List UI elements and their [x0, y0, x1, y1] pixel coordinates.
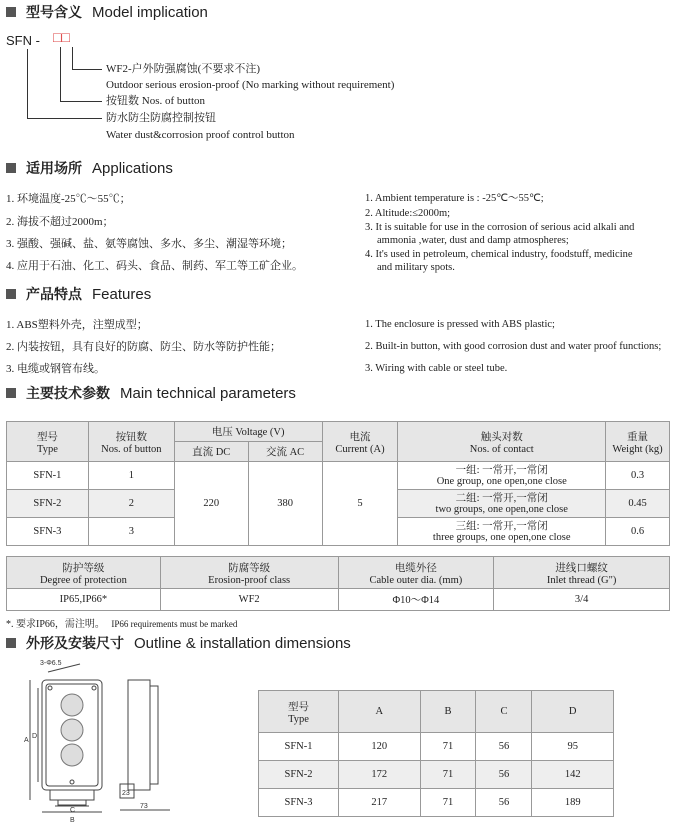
section-title-zh: 主要技术参数	[26, 386, 110, 402]
section-square-icon	[6, 638, 16, 648]
section-title-en: Outline & installation dimensions	[134, 634, 351, 652]
cell-D: 95	[532, 733, 614, 761]
cell-weight: 0.3	[606, 462, 670, 490]
cell-type: SFN-2	[7, 490, 89, 518]
cell-type: SFN-2	[259, 761, 339, 789]
model-desc-4: 防水防尘防腐控制按钮	[106, 112, 216, 124]
cell-C: 56	[476, 733, 532, 761]
th-B: B	[420, 691, 476, 733]
cell-D: 189	[532, 789, 614, 817]
table-row	[7, 589, 670, 611]
th-voltage: 电压 Voltage (V)	[174, 422, 322, 442]
button-bottom	[61, 744, 83, 766]
cell-B: 71	[420, 733, 476, 761]
cell-type: SFN-1	[7, 462, 89, 490]
section-tech-header	[6, 383, 296, 403]
section-model-header	[6, 2, 208, 22]
cell-A: 120	[339, 733, 421, 761]
label-73: 73	[140, 803, 148, 810]
th-weight: 重量 Weight (kg)	[606, 422, 670, 462]
tech-params-table	[6, 421, 670, 546]
bracket-line	[27, 118, 102, 119]
feat-en-1: 1. The enclosure is pressed with ABS plastic;	[365, 319, 555, 330]
section-square-icon	[6, 7, 16, 17]
feat-zh-3: 3. 电缆或钢管布线。	[6, 363, 105, 375]
section-title-en: Features	[92, 285, 152, 303]
bracket-line	[60, 47, 61, 101]
feat-en-3: 3. Wiring with cable or steel tube.	[365, 363, 508, 374]
th-type: 型号 Type	[7, 422, 89, 462]
model-desc-3: 按钮数 Nos. of button	[106, 95, 205, 107]
cell-thread: 3/4	[494, 589, 670, 611]
cell-current: 5	[322, 462, 398, 546]
footnote	[6, 615, 237, 630]
label-hole: 3-Φ6.5	[40, 660, 62, 667]
model-boxes: □□	[53, 31, 70, 46]
cell-buttons: 3	[88, 518, 174, 546]
bracket-line	[27, 49, 28, 118]
th-thread: 进线口螺纹 Inlet thread (G")	[494, 557, 670, 589]
section-title-en: Model implication	[92, 3, 208, 21]
bracket-line	[72, 69, 102, 70]
th-A: A	[339, 691, 421, 733]
label-B: B	[70, 817, 75, 824]
cell-buttons: 2	[88, 490, 174, 518]
section-feat-header	[6, 284, 151, 304]
label-D: D	[32, 733, 38, 740]
cell-C: 56	[476, 761, 532, 789]
cell-weight: 0.45	[606, 490, 670, 518]
cell-ac: 380	[248, 462, 322, 546]
outline-drawing	[10, 660, 180, 830]
section-square-icon	[6, 289, 16, 299]
cell-erosion: WF2	[160, 589, 338, 611]
cell-dc: 220	[174, 462, 248, 546]
section-title-zh: 适用场所	[26, 161, 82, 177]
feat-zh-1: 1. ABS塑料外壳，注塑成型；	[6, 319, 148, 331]
cell-type: SFN-3	[259, 789, 339, 817]
cell-type: SFN-3	[7, 518, 89, 546]
app-zh-2: 2. 海拔不超过2000m；	[6, 216, 114, 228]
app-zh-4: 4. 应用于石油、化工、码头、食品、制药、军工等工矿企业。	[6, 260, 303, 272]
model-desc-1: WF2-户外防强腐蚀(不要求不注)	[106, 63, 260, 75]
section-outline-header	[6, 633, 351, 653]
label-A: A	[24, 737, 29, 744]
cell-A: 217	[339, 789, 421, 817]
section-title-en: Main technical parameters	[120, 384, 296, 402]
cell-protection: IP65,IP66*	[7, 589, 161, 611]
app-zh-3: 3. 强酸、强碱、盐、氨等腐蚀、多水、多尘、潮湿等环境；	[6, 238, 292, 250]
model-code: SFN -	[6, 33, 40, 48]
table-row	[7, 462, 670, 490]
th-type: 型号 Type	[259, 691, 339, 733]
app-en-1: 1. Ambient temperature is : -25℃～55℃;	[365, 193, 544, 204]
section-title-zh: 型号含义	[26, 5, 82, 21]
section-square-icon	[6, 388, 16, 398]
app-en-3: 3. It is suitable for use in the corrosion of serious acid alkali and	[365, 222, 635, 233]
th-C: C	[476, 691, 532, 733]
cell-contacts: 二组: 一常开,一常闭 two groups, one open,one close	[398, 490, 606, 518]
dimensions-table	[258, 690, 614, 817]
table-row	[259, 789, 614, 817]
th-cable: 电缆外径 Cable outer dia. (mm)	[338, 557, 494, 589]
section-square-icon	[6, 163, 16, 173]
cell-C: 56	[476, 789, 532, 817]
cell-cable: Φ10～Φ14	[338, 589, 494, 611]
cell-A: 172	[339, 761, 421, 789]
th-current: 电流 Current (A)	[322, 422, 398, 462]
cell-contacts: 一组: 一常开,一常闭 One group, one open,one close	[398, 462, 606, 490]
cell-buttons: 1	[88, 462, 174, 490]
section-title-en: Applications	[92, 159, 173, 177]
table-row	[259, 733, 614, 761]
app-zh-1: 1. 环境温度-25℃～55℃；	[6, 193, 131, 205]
section-title-zh: 外形及安装尺寸	[26, 636, 124, 652]
th-D: D	[532, 691, 614, 733]
cable-gland	[50, 790, 94, 800]
th-buttons: 按钮数 Nos. of button	[88, 422, 174, 462]
cell-B: 71	[420, 761, 476, 789]
feat-en-2: 2. Built-in button, with good corrosion dust and water proof functions;	[365, 341, 662, 352]
feat-zh-2: 2. 内装按钮，具有良好的防腐、防尘、防水等防护性能；	[6, 341, 281, 353]
cell-weight: 0.6	[606, 518, 670, 546]
button-top	[61, 694, 83, 716]
app-en-4b: and military spots.	[377, 262, 455, 273]
label-C: C	[70, 807, 76, 814]
cell-D: 142	[532, 761, 614, 789]
cell-type: SFN-1	[259, 733, 339, 761]
label-23: 23	[122, 790, 130, 797]
th-ac: 交流 AC	[248, 442, 322, 462]
footnote-zh: *. 要求IP66，需注明。	[6, 619, 105, 630]
cell-B: 71	[420, 789, 476, 817]
model-desc-2: Outdoor serious erosion-proof (No marking without requirement)	[106, 79, 395, 91]
app-en-4: 4. It's used in petroleum, chemical industry, foodstuff, medicine	[365, 249, 633, 260]
th-erosion: 防腐等级 Erosion-proof class	[160, 557, 338, 589]
app-en-3b: ammonia ,water, dust and damp atmospheres;	[377, 235, 569, 246]
section-app-header	[6, 158, 173, 178]
th-dc: 直流 DC	[174, 442, 248, 462]
section-title-zh: 产品特点	[26, 287, 82, 303]
footnote-en: IP66 requirements must be marked	[111, 619, 238, 629]
th-protection: 防护等级 Degree of protection	[7, 557, 161, 589]
bracket-line	[60, 101, 102, 102]
protection-table	[6, 556, 670, 611]
button-middle	[61, 719, 83, 741]
th-contacts: 触头对数 Nos. of contact	[398, 422, 606, 462]
table-row	[259, 761, 614, 789]
bracket-line	[72, 47, 73, 69]
app-en-2: 2. Altitude:≤2000m;	[365, 208, 451, 219]
cell-contacts: 三组: 一常开,一常闭 three groups, one open,one close	[398, 518, 606, 546]
model-desc-5: Water dust&corrosion proof control button	[106, 129, 295, 141]
